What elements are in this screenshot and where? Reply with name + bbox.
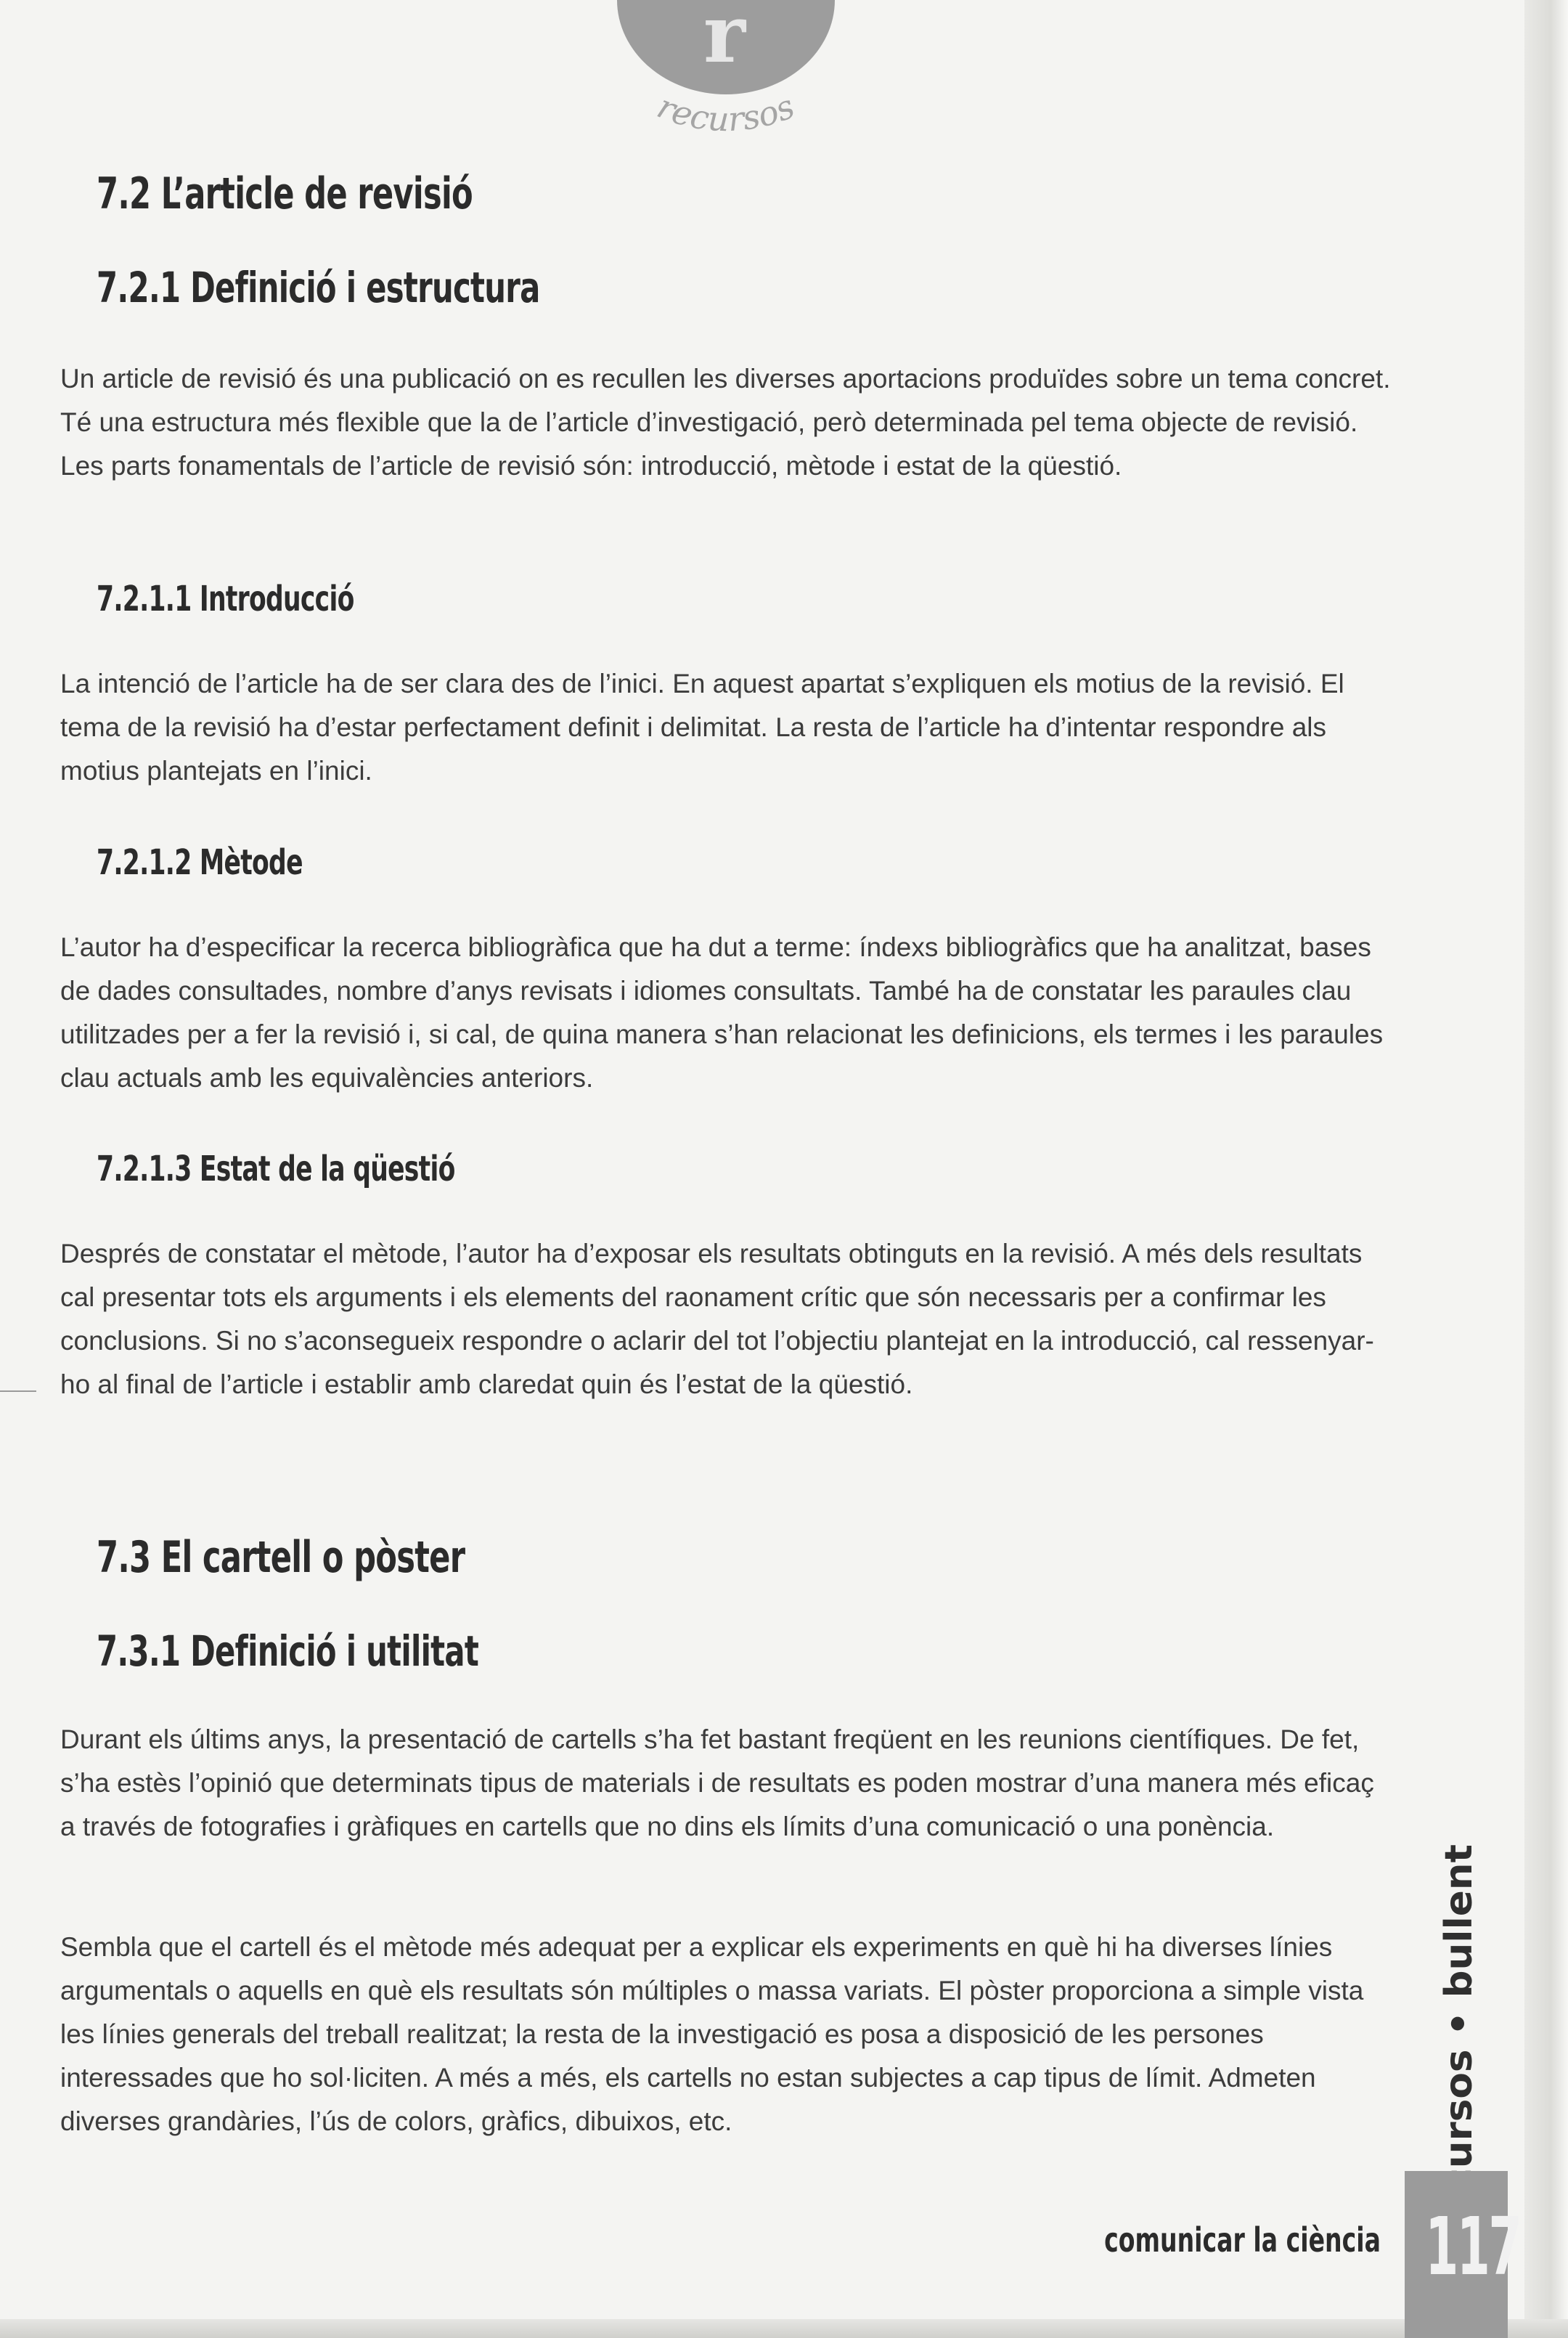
side-tag-text: recursos • bullent (1437, 1852, 1481, 2236)
section-7-2-1-3-paragraph: Després de constatar el mètode, l’autor ha d’exposar els resultats obtinguts en la revisió. A més dels resultats cal presentar tots els arguments i els elements del raonament crític que són necessaris per a confirmar les conclusions. Si no s’aconsegueix respondre o aclarir del tot l’objectiu plantejat en la introducció, cal ressenyar-ho al final de l’article i establir amb claredat quin és l’estat de la qüestió. (60, 1239, 1374, 1399)
section-7-2-1-1-paragraph: La intenció de l’article ha de ser clara des de l’inici. En aquest apartat s’expliquen els motius de la revisió. El tema de la revisió ha d’estar perfectament definit i delimitat. La resta de l’article ha d’intentar respondre als motius plantejats en l’inici. (60, 669, 1344, 786)
section-7-2-1-title: 7.2.1 Definició i estructura (97, 263, 540, 312)
section-7-3-title: 7.3 El cartell o pòster (97, 1532, 465, 1583)
section-7-2-1-3-title: 7.2.1.3 Estat de la qüestió (97, 1149, 455, 1189)
logo-word: recursos (652, 86, 800, 139)
section-7-2-1-1-title: 7.2.1.1 Introducció (97, 579, 354, 619)
section-7-2-1-2-title: 7.2.1.2 Mètode (97, 842, 303, 883)
section-7-3-1-paragraph-1: Durant els últims anys, la presentació de cartells s’ha fet bastant freqüent en les reunions científiques. De fet, s’ha estès l’opinió que determinats tipus de materials i de resultats es poden mostrar d’una manera més eficaç a través de fotografies i gràfiques en cartells que no dins els límits d’una comunicació o una ponència. (60, 1724, 1374, 1841)
section-7-3-1-paragraph-2: Sembla que el cartell és el mètode més adequat per a explicar els experiments en què hi ha diverses línies argumentals o aquells en què els resultats són múltiples o massa variats. El pòster proporciona a simple vista les línies generals del treball realitzat; la resta de la investigació es posa a disposició de les persones interessades que ho sol·liciten. A més a més, els cartells no estan subjectes a cap tipus de límit. Admeten diverses grandàries, l’ús de colors, gràfics, dibuixos, etc. (60, 1932, 1364, 2136)
page-number: 117 (1425, 2200, 1520, 2293)
page-bottom-shadow (0, 2319, 1568, 2338)
section-7-2-title: 7.2 L’article de revisió (97, 168, 473, 219)
recursos-logo (537, 0, 915, 145)
section-7-3-1-title: 7.3.1 Definició i utilitat (97, 1626, 479, 1676)
section-7-2-1-paragraph: Un article de revisió és una publicació on es recullen les diverses aportacions produïdes sobre un tema concret. Té una estructura més flexible que la de l’article d’investigació, però determinada pel tema objecte de revisió. Les parts fonamentals de l’article de revisió són: introducció, mètode i estat de la qüestió. (60, 364, 1391, 481)
logo-letter: r (703, 0, 746, 81)
page-edge-shadow (1524, 0, 1568, 2338)
section-7-2-1-2-paragraph: L’autor ha d’especificar la recerca bibliogràfica que ha dut a terme: índexs bibliogràfics que ha analitzat, bases de dades consultades, nombre d’anys revisats i idiomes consultats. També ha de constatar les paraules clau utilitzades per a fer la revisió i, si cal, de quina manera s’han relacionat les definicions, els termes i les paraules clau actuals amb les equivalències anteriors. (60, 932, 1384, 1093)
page-number-box (1405, 2171, 1520, 2338)
margin-mark (0, 1390, 36, 1392)
footer-title: comunicar la ciència (1104, 2220, 1381, 2260)
